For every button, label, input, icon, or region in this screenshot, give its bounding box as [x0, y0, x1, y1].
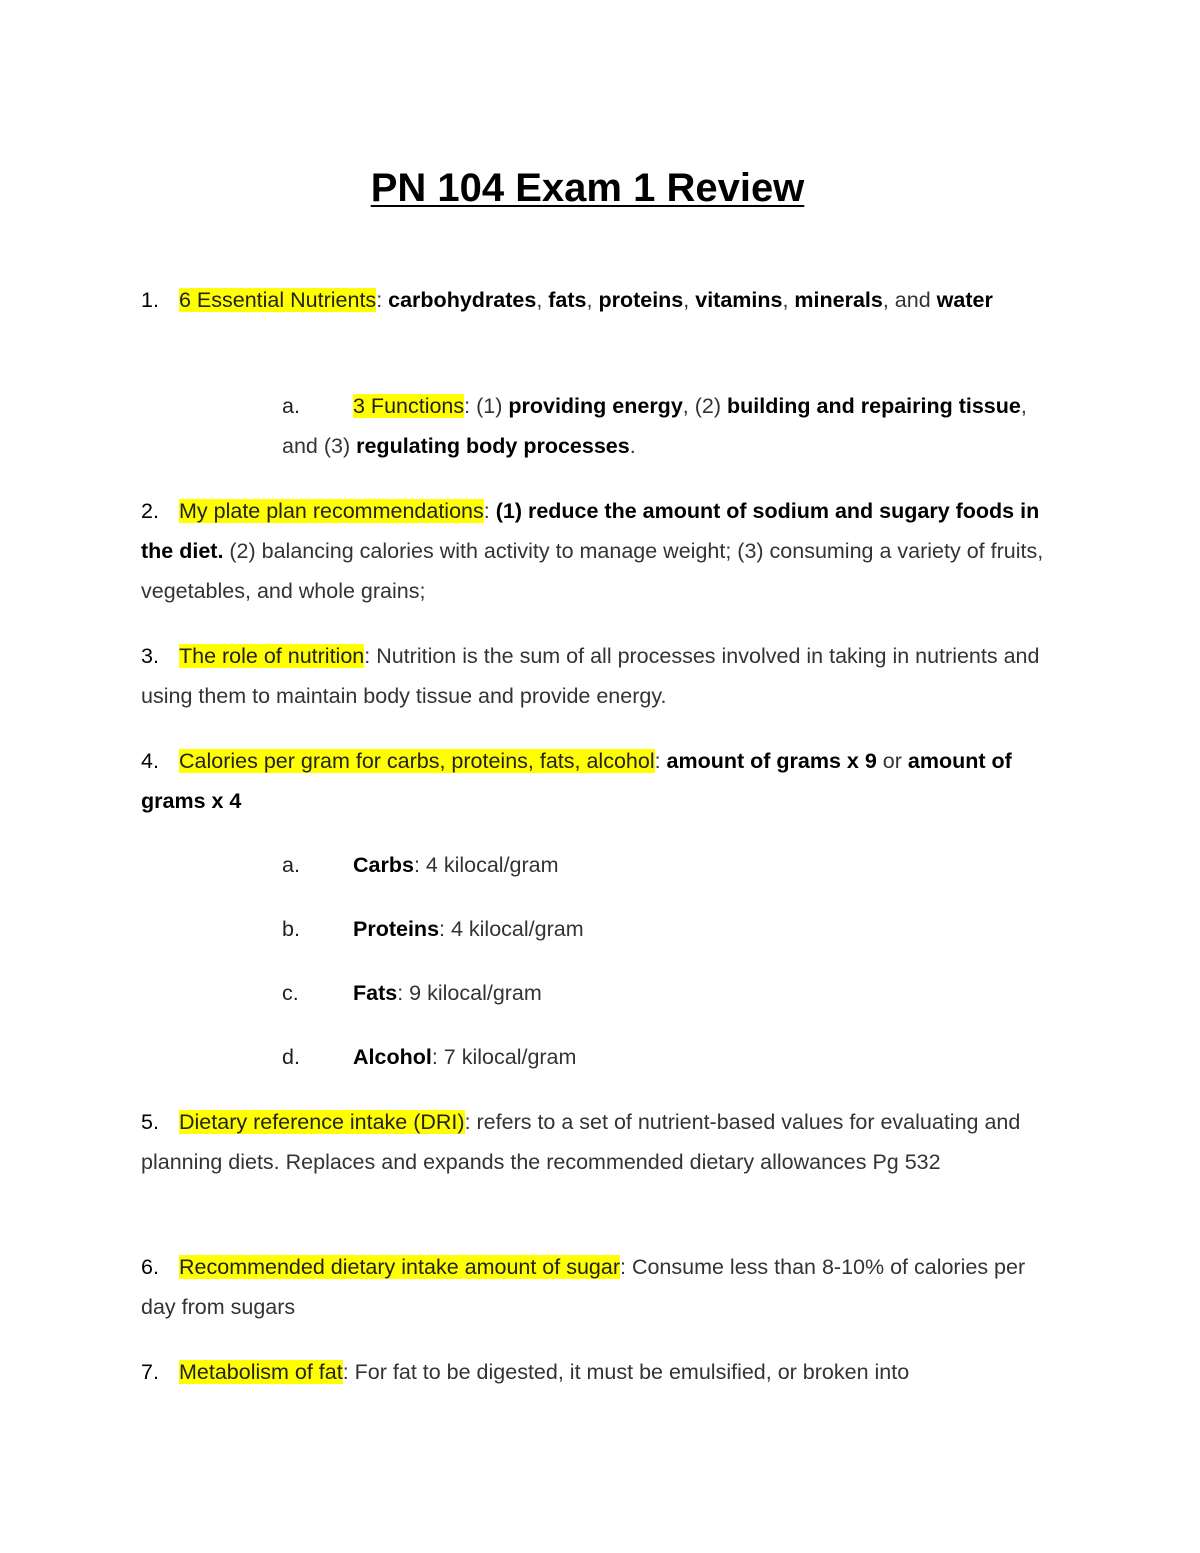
- bold-text: vitamins: [695, 288, 783, 312]
- highlighted-term: My plate plan recommendations: [179, 499, 484, 523]
- text: : refers to a set of nutrient-based values for evaluating and planning diets. Replaces and expands the recommended dietary allowances Pg 532: [141, 1110, 1021, 1174]
- bold-text: regulating body processes: [356, 434, 630, 458]
- text: , and: [882, 288, 937, 312]
- item-number: 1.: [141, 288, 159, 312]
- text: ,: [683, 288, 696, 312]
- nutrient-value: : 7 kilocal/gram: [431, 1045, 577, 1069]
- nutrient-label: Alcohol: [353, 1045, 432, 1069]
- list-item-2: [141, 491, 1061, 611]
- list-item-4: [141, 741, 1061, 821]
- text: ,: [586, 288, 599, 312]
- nutrient-label: Proteins: [353, 917, 440, 941]
- text: :: [483, 499, 496, 523]
- bold-text: amount of grams x 9: [666, 749, 877, 773]
- nutrient-value: : 4 kilocal/gram: [439, 917, 584, 941]
- nutrient-value: : 9 kilocal/gram: [397, 981, 542, 1005]
- bold-text: carbohydrates: [388, 288, 537, 312]
- item-number: 2.: [141, 499, 159, 523]
- text: ,: [536, 288, 549, 312]
- item-number: 5.: [141, 1110, 159, 1134]
- bold-text: providing energy: [508, 394, 683, 418]
- item-number: 4.: [141, 749, 159, 773]
- highlighted-term: 6 Essential Nutrients: [179, 288, 377, 312]
- list-item-7: [141, 1352, 1061, 1392]
- highlighted-term: 3 Functions: [353, 394, 465, 418]
- sub-item-proteins: [282, 909, 1042, 949]
- bold-text: minerals: [794, 288, 883, 312]
- text: :: [654, 749, 667, 773]
- item-number: 7.: [141, 1360, 159, 1384]
- text: ,: [782, 288, 795, 312]
- bold-text: fats: [548, 288, 587, 312]
- nutrient-label: Fats: [353, 981, 398, 1005]
- item-letter: d.: [282, 1045, 300, 1069]
- text: , and (3): [282, 394, 1027, 458]
- highlighted-term: The role of nutrition: [179, 644, 365, 668]
- bold-text: proteins: [598, 288, 684, 312]
- highlighted-term: Recommended dietary intake amount of sugar: [179, 1255, 620, 1279]
- text: : For fat to be digested, it must be emulsified, or broken into: [342, 1360, 910, 1384]
- highlighted-term: Dietary reference intake (DRI): [179, 1110, 465, 1134]
- text: : (1): [464, 394, 509, 418]
- text: : Consume less than 8-10% of calories per day from sugars: [141, 1255, 1026, 1319]
- list-item-1: [141, 280, 1061, 320]
- bold-text: amount of grams x 4: [141, 749, 1012, 813]
- sub-item-a: [282, 386, 1042, 466]
- item-number: 3.: [141, 644, 159, 668]
- list-item-5: [141, 1102, 1061, 1182]
- text: :: [376, 288, 389, 312]
- sub-item-carbs: [282, 845, 1042, 885]
- item-number: 6.: [141, 1255, 159, 1279]
- list-item-6: [141, 1247, 1061, 1327]
- page-title: PN 104 Exam 1 Review: [370, 166, 805, 210]
- text: .: [629, 434, 636, 458]
- highlighted-term: Calories per gram for carbs, proteins, fats, alcohol: [179, 749, 655, 773]
- text: or: [876, 749, 908, 773]
- bold-text: building and repairing tissue: [726, 394, 1021, 418]
- text: , (2): [682, 394, 727, 418]
- nutrient-value: : 4 kilocal/gram: [413, 853, 559, 877]
- bold-text: water: [936, 288, 993, 312]
- item-letter: c.: [282, 981, 299, 1005]
- sub-item-alcohol: [282, 1037, 1042, 1077]
- text: : Nutrition is the sum of all processes involved in taking in nutrients and using them to maintain body tissue and provide energy.: [141, 644, 1040, 708]
- list-item-3: [141, 636, 1061, 716]
- nutrient-label: Carbs: [353, 853, 414, 877]
- highlighted-term: Metabolism of fat: [179, 1360, 343, 1384]
- item-letter: b.: [282, 917, 300, 941]
- item-letter: a.: [282, 394, 300, 418]
- sub-item-fats: [282, 973, 1042, 1013]
- text: (2) balancing calories with activity to manage weight; (3) consuming a variety of fruits, vegetables, and whole grains;: [141, 539, 1044, 603]
- item-letter: a.: [282, 853, 300, 877]
- bold-text: (1) reduce the amount of sodium and sugary foods in the diet.: [141, 499, 1040, 563]
